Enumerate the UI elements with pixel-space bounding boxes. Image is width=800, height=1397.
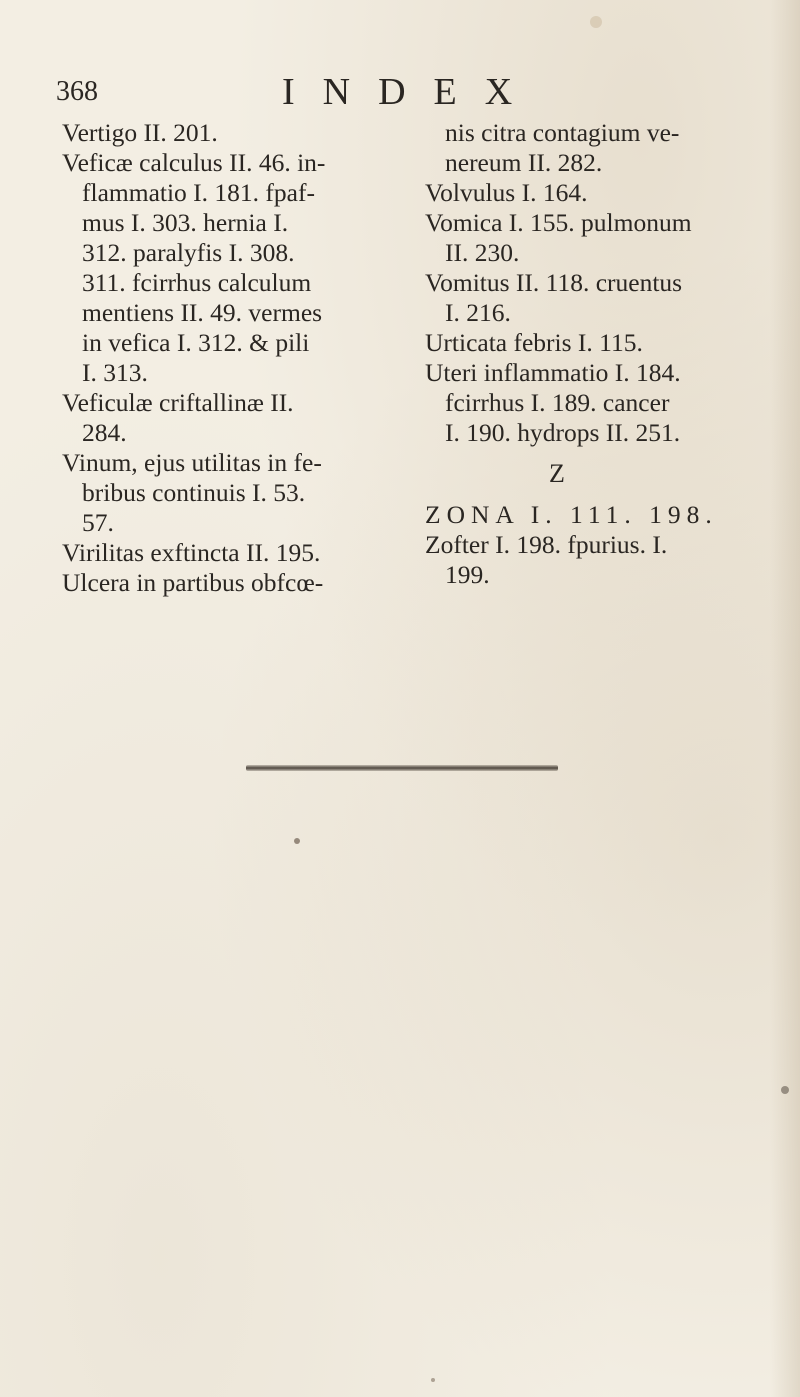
index-line: Veficæ calculus II. 46. in- (62, 148, 326, 177)
index-line: II. 230. (445, 238, 520, 267)
index-line: Volvulus I. 164. (425, 178, 588, 207)
index-line: fcirrhus I. 189. cancer (445, 388, 670, 417)
index-line: Zofter I. 198. fpurius. I. (425, 530, 668, 559)
index-line: Uteri inflammatio I. 184. (425, 358, 681, 387)
index-line: mentiens II. 49. vermes (82, 298, 323, 327)
index-line: Ulcera in partibus obfcœ- (62, 568, 324, 597)
index-line: I. 313. (82, 358, 148, 387)
index-line: Veficulæ criftallinæ II. (62, 388, 294, 417)
index-line: flammatio I. 181. fpaf- (82, 178, 315, 207)
index-line: 311. fcirrhus calculum (82, 268, 312, 297)
index-line: nereum II. 282. (445, 148, 603, 177)
index-line: I. 216. (445, 298, 511, 327)
index-line: Urticata febris I. 115. (425, 328, 643, 357)
index-line: 284. (82, 418, 127, 447)
index-line: 57. (82, 508, 114, 537)
index-line: nis citra contagium ve- (445, 118, 680, 147)
index-line: 199. (445, 560, 490, 589)
index-line: Vomica I. 155. pulmonum (425, 208, 692, 237)
page-number: 368 (56, 76, 98, 107)
index-line: ZONA I. 111. 198. (425, 500, 718, 529)
index-line: Vomitus II. 118. cruentus (425, 268, 683, 297)
index-line: Vertigo II. 201. (62, 118, 218, 147)
index-line: in vefica I. 312. & pili (82, 328, 310, 357)
index-line: Vinum, ejus utilitas in fe- (62, 448, 322, 477)
index-line: bribus continuis I. 53. (82, 478, 306, 507)
index-line: mus I. 303. hernia I. (82, 208, 289, 237)
section-letter-heading: Z (549, 459, 565, 488)
index-line: Virilitas exftincta II. 195. (62, 538, 321, 567)
index-line: I. 190. hydrops II. 251. (445, 418, 681, 447)
running-title: INDEX (282, 71, 541, 113)
index-line: 312. paralyfis I. 308. (82, 238, 295, 267)
